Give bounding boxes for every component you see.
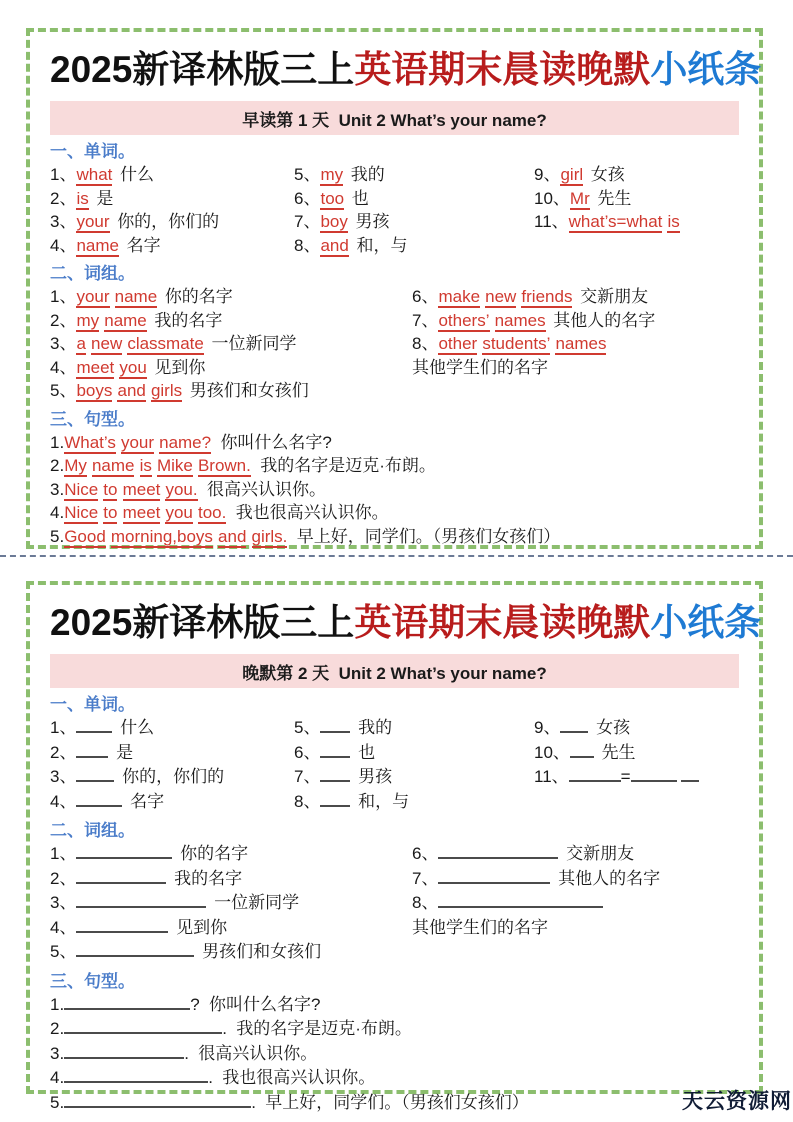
english-word: name	[76, 235, 119, 255]
item-number: 8、	[294, 791, 321, 811]
phrases-column	[50, 285, 412, 403]
english-word: you.	[165, 479, 198, 499]
phrases-grid	[50, 842, 739, 965]
english-word: what’s=what	[568, 212, 663, 232]
english-word: to	[103, 503, 118, 523]
card-title	[50, 601, 762, 645]
english-word: new	[91, 334, 123, 354]
english-word: your	[76, 287, 110, 307]
chinese-text: 女孩	[596, 718, 631, 738]
english-word: names	[555, 334, 607, 354]
answer-blank	[631, 765, 677, 782]
list-item	[412, 285, 739, 309]
english-word: names	[494, 310, 546, 330]
english-text	[76, 189, 88, 210]
chinese-text: 我的名字是迈克·布朗。	[236, 1019, 412, 1039]
list-item	[294, 765, 534, 790]
section-heading: 三、句型。	[50, 971, 135, 991]
list-item	[294, 234, 534, 258]
section-heading: 一、单词。	[50, 695, 135, 715]
item-number: 2.	[50, 456, 65, 476]
item-number: 1、	[50, 165, 77, 185]
section-heading: 一、单词。	[50, 142, 135, 162]
english-word: you	[165, 503, 193, 523]
answer-blank	[76, 891, 206, 908]
words-grid	[50, 163, 739, 257]
english-word: girls.	[251, 526, 288, 546]
chinese-text: 男孩	[358, 767, 393, 787]
chinese-text: 先生	[601, 742, 636, 762]
english-word: meet	[76, 357, 115, 377]
day-banner: 早读第 1 天 Unit 2 What’s your name?	[50, 101, 739, 135]
sentence-row	[50, 431, 739, 455]
list-item	[50, 790, 294, 815]
english-word: make	[438, 287, 481, 307]
words-column	[294, 716, 534, 814]
item-number: 2、	[50, 188, 77, 208]
list-item	[50, 867, 412, 892]
chinese-text: 其他人的名字	[558, 868, 661, 888]
item-number: 7、	[412, 310, 439, 330]
item-number: 6、	[294, 188, 321, 208]
chinese-text: 早上好，同学们。（男孩们女孩们）	[265, 1092, 529, 1112]
english-word: name?	[159, 432, 212, 452]
list-item	[50, 379, 412, 403]
sentence-row	[50, 501, 739, 525]
item-number: 3、	[50, 334, 77, 354]
english-text	[76, 287, 157, 306]
chinese-text: 你的名字	[180, 844, 249, 864]
english-text	[76, 311, 146, 330]
words-column	[534, 163, 739, 234]
answer-blank	[76, 790, 122, 807]
chinese-text: 我的名字是迈克·布朗。	[260, 456, 436, 476]
english-word: your	[76, 212, 110, 232]
list-item	[412, 356, 739, 380]
english-word: name	[114, 287, 158, 307]
answer-blank	[64, 1091, 251, 1108]
list-item	[294, 210, 534, 234]
english-word: Nice	[64, 503, 99, 523]
item-number: 6、	[412, 844, 439, 864]
item-number: 7、	[294, 212, 321, 232]
sentence-row	[50, 1091, 739, 1116]
english-word: is	[667, 212, 680, 232]
english-word: morning,boys	[110, 526, 213, 546]
list-item	[50, 332, 412, 356]
chinese-text: 和，与	[356, 235, 408, 255]
answer-blank	[320, 790, 350, 807]
title-segment: 小纸条	[650, 602, 762, 643]
item-number: 7、	[412, 868, 439, 888]
answer-blank	[76, 940, 194, 957]
chinese-text: 我的名字	[154, 310, 223, 330]
chinese-text: 我的名字	[174, 868, 243, 888]
english-word: friends	[521, 287, 573, 307]
english-text	[64, 480, 197, 499]
item-number: 3.	[50, 479, 65, 499]
english-text	[76, 212, 109, 233]
words-column	[50, 716, 294, 814]
english-text	[438, 334, 606, 353]
title-segment: 英语期末晨读晚默	[354, 49, 651, 90]
english-text	[438, 287, 572, 306]
english-word: you	[119, 357, 147, 377]
item-number: 4、	[50, 791, 77, 811]
english-word: other	[438, 334, 478, 354]
list-item	[50, 163, 294, 187]
words-column	[534, 716, 739, 790]
cut-line	[0, 555, 793, 557]
answer-blank	[64, 1066, 208, 1083]
chinese-text: 一位新同学	[211, 334, 297, 354]
item-number: 4、	[50, 357, 77, 377]
chinese-text: 我的	[350, 165, 385, 185]
list-item	[50, 285, 412, 309]
chinese-text: 先生	[597, 188, 632, 208]
english-word: What’s	[64, 432, 116, 452]
english-word: what	[76, 165, 113, 185]
item-number: 5、	[50, 381, 77, 401]
list-item	[534, 716, 739, 741]
section-heading: 二、词组。	[50, 264, 135, 284]
list-item	[294, 716, 534, 741]
chinese-text: 你叫什么名字?	[209, 994, 321, 1014]
day-banner: 晚默第 2 天 Unit 2 What’s your name?	[50, 654, 739, 688]
english-word: your	[120, 432, 155, 452]
item-number: 4.	[50, 503, 65, 523]
answer-blank	[320, 716, 350, 733]
list-item	[50, 842, 412, 867]
english-text	[76, 236, 119, 257]
english-word: boys	[76, 381, 113, 401]
phrases-column	[412, 285, 739, 379]
list-item	[412, 891, 739, 916]
chinese-text: 很高兴认识你。	[206, 479, 326, 499]
item-number: 5、	[294, 165, 321, 185]
english-word: girls	[150, 381, 183, 401]
phrases-column	[412, 842, 739, 940]
title-segment: 英语期末晨读晚默	[354, 602, 651, 643]
sentence-row	[50, 454, 739, 478]
blank-separator: .	[251, 1092, 256, 1112]
item-number: 11、	[534, 767, 569, 787]
english-word: Brown.	[197, 456, 251, 476]
english-text	[438, 311, 545, 330]
item-number: 1.	[50, 432, 65, 452]
english-word: too.	[197, 503, 227, 523]
answer-blank	[76, 842, 172, 859]
list-item	[534, 163, 739, 187]
list-item	[412, 842, 739, 867]
list-item	[50, 716, 294, 741]
english-text	[76, 165, 112, 186]
blank-separator: =	[620, 767, 631, 787]
list-item	[50, 891, 412, 916]
item-number: 5.	[50, 526, 65, 546]
list-item	[50, 916, 412, 941]
english-text	[76, 334, 203, 353]
english-text	[64, 527, 287, 546]
chinese-text: 我也很高兴认识你。	[222, 1068, 376, 1088]
answer-blank	[438, 891, 603, 908]
english-text	[76, 381, 182, 400]
english-text	[560, 165, 583, 186]
chinese-text: 你叫什么名字?	[220, 432, 332, 452]
english-word: too	[320, 188, 345, 208]
list-item	[412, 309, 739, 333]
chinese-text: 男孩们和女孩们	[202, 942, 322, 962]
english-text	[320, 236, 348, 257]
blank-separator: .	[222, 1019, 227, 1039]
english-word: name	[104, 310, 147, 330]
english-word: new	[485, 287, 517, 307]
list-item	[294, 187, 534, 211]
english-word: boy	[320, 212, 348, 232]
item-number: 8、	[412, 334, 439, 354]
chinese-text: 其他人的名字	[553, 310, 656, 330]
item-number: 5、	[50, 942, 77, 962]
list-item	[294, 790, 534, 815]
english-text	[569, 212, 680, 231]
answer-blank	[76, 867, 166, 884]
item-number: 6、	[294, 742, 321, 762]
english-text	[76, 358, 146, 377]
answer-blank	[560, 716, 588, 733]
title-segment: 小纸条	[650, 49, 762, 90]
english-word: is	[76, 188, 89, 208]
chinese-text: 一位新同学	[214, 893, 300, 913]
list-item	[50, 234, 294, 258]
title-segment: 2025新译林版三上	[50, 602, 355, 643]
answer-blank	[76, 916, 168, 933]
item-number: 2.	[50, 1019, 65, 1039]
sentence-row	[50, 478, 739, 502]
item-number: 2、	[50, 310, 77, 330]
sentence-row	[50, 1042, 739, 1067]
chinese-text: 什么	[120, 718, 155, 738]
english-text	[320, 165, 343, 186]
item-number: 5.	[50, 1092, 65, 1112]
english-word: and	[218, 526, 247, 546]
chinese-text: 见到你	[154, 357, 206, 377]
chinese-text: 也	[351, 188, 369, 208]
answer-blank	[569, 765, 621, 782]
list-item	[50, 309, 412, 333]
section-heading: 二、词组。	[50, 821, 135, 841]
chinese-text: 交新朋友	[566, 844, 635, 864]
answer-blank	[570, 741, 594, 758]
chinese-text: 名字	[126, 235, 161, 255]
chinese-text: 交新朋友	[580, 287, 649, 307]
blank-separator: ?	[190, 994, 200, 1014]
item-number: 9、	[534, 718, 561, 738]
answer-blank	[681, 765, 699, 782]
chinese-text: 也	[358, 742, 376, 762]
answer-blank	[320, 741, 350, 758]
list-item	[50, 210, 294, 234]
phrases-grid	[50, 285, 739, 403]
english-word: my	[76, 310, 100, 330]
item-number: 1、	[50, 718, 77, 738]
list-item	[534, 210, 739, 234]
item-number: 3.	[50, 1043, 65, 1063]
list-item	[50, 187, 294, 211]
words-column	[50, 163, 294, 257]
item-number: 8、	[294, 235, 321, 255]
title-segment: 2025新译林版三上	[50, 49, 355, 90]
list-item	[50, 741, 294, 766]
item-number: 1、	[50, 844, 77, 864]
item-number: 9、	[534, 165, 561, 185]
continuation-text: 其他学生们的名字	[412, 917, 548, 937]
list-item	[294, 741, 534, 766]
item-number: 10、	[534, 742, 570, 762]
list-item	[50, 356, 412, 380]
chinese-text: 我的	[358, 718, 393, 738]
item-number: 3、	[50, 767, 77, 787]
item-number: 8、	[412, 893, 439, 913]
list-item	[534, 187, 739, 211]
item-number: 1.	[50, 994, 65, 1014]
morning-reading-card	[26, 28, 763, 549]
item-number: 4.	[50, 1068, 65, 1088]
english-word: Mr	[569, 188, 590, 208]
sentence-row	[50, 525, 739, 549]
english-word: My	[64, 456, 87, 476]
chinese-text: 什么	[120, 165, 155, 185]
item-number: 4、	[50, 235, 77, 255]
english-word: and	[117, 381, 146, 401]
chinese-text: 见到你	[176, 917, 228, 937]
blank-separator: .	[208, 1068, 213, 1088]
item-number: 3、	[50, 893, 77, 913]
chinese-text: 男孩们和女孩们	[189, 381, 309, 401]
answer-blank	[76, 741, 108, 758]
answer-blank	[76, 716, 112, 733]
item-number: 7、	[294, 767, 321, 787]
chinese-text: 早上好，同学们。（男孩们女孩们）	[296, 526, 561, 546]
chinese-text: 你的名字	[164, 287, 233, 307]
list-item	[534, 741, 739, 766]
english-word: others’	[438, 310, 490, 330]
section-heading: 三、句型。	[50, 409, 135, 429]
chinese-text: 你的，你们的	[122, 767, 225, 787]
english-word: students’	[482, 334, 551, 354]
english-word: classmate	[127, 334, 204, 354]
answer-blank	[64, 1042, 184, 1059]
list-item	[412, 916, 739, 941]
english-text	[64, 503, 226, 522]
english-word: my	[320, 165, 344, 185]
english-word: a	[76, 334, 86, 354]
item-number: 5、	[294, 718, 321, 738]
english-word: girl	[560, 165, 584, 185]
english-word: Nice	[64, 479, 99, 499]
english-word: Good	[64, 526, 106, 546]
answer-blank	[438, 867, 550, 884]
item-number: 2、	[50, 868, 77, 888]
english-word: is	[139, 456, 152, 476]
chinese-text: 我也很高兴认识你。	[235, 503, 389, 523]
chinese-text: 和，与	[358, 791, 410, 811]
list-item	[534, 765, 739, 790]
item-number: 4、	[50, 917, 77, 937]
continuation-text: 其他学生们的名字	[412, 357, 548, 377]
english-text	[64, 456, 251, 475]
chinese-text: 很高兴认识你。	[198, 1043, 318, 1063]
chinese-text: 你的，你们的	[117, 212, 220, 232]
sentence-row	[50, 993, 739, 1018]
answer-blank	[64, 993, 190, 1010]
english-word: Mike	[156, 456, 193, 476]
english-word: and	[320, 235, 349, 255]
watermark: 天云资源网	[682, 1090, 792, 1113]
english-word: meet	[122, 479, 161, 499]
english-text	[64, 433, 211, 452]
chinese-text: 是	[96, 188, 114, 208]
english-text	[320, 189, 344, 210]
english-text	[570, 189, 590, 210]
answer-blank	[76, 765, 114, 782]
item-number: 10、	[534, 188, 570, 208]
item-number: 2、	[50, 742, 77, 762]
chinese-text: 男孩	[355, 212, 390, 232]
chinese-text: 女孩	[590, 165, 625, 185]
list-item	[50, 940, 412, 965]
card-title	[50, 48, 762, 92]
answer-blank	[320, 765, 350, 782]
item-number: 1、	[50, 287, 77, 307]
english-text	[320, 212, 347, 233]
blank-separator: .	[184, 1043, 189, 1063]
item-number: 6、	[412, 287, 439, 307]
list-item	[412, 867, 739, 892]
words-column	[294, 163, 534, 257]
list-item	[294, 163, 534, 187]
sentence-row	[50, 1017, 739, 1042]
list-item	[412, 332, 739, 356]
english-word: name	[91, 456, 135, 476]
list-item	[50, 765, 294, 790]
answer-blank	[438, 842, 558, 859]
words-grid	[50, 716, 739, 814]
phrases-column	[50, 842, 412, 965]
chinese-text: 是	[116, 742, 134, 762]
english-word: to	[103, 479, 118, 499]
item-number: 3、	[50, 212, 77, 232]
item-number: 11、	[534, 212, 569, 232]
chinese-text: 名字	[130, 791, 165, 811]
sentence-row	[50, 1066, 739, 1091]
english-word: meet	[122, 503, 161, 523]
answer-blank	[64, 1017, 222, 1034]
